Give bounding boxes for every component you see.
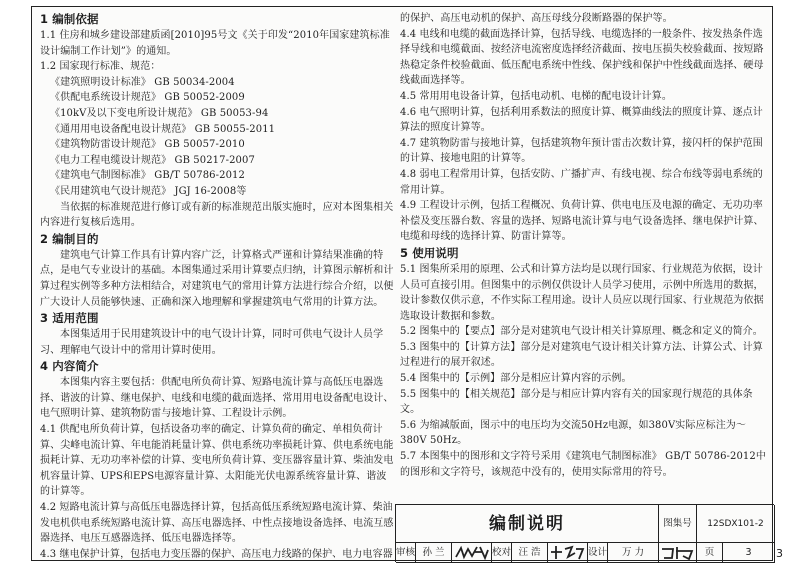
para-4-3-cont: 的保护、高压电动机的保护、高压母线分段断路器的保护等。 <box>400 13 673 24</box>
signature-scribble-icon <box>548 543 588 562</box>
standard-item: 《供配电系统设计规范》 GB 50052-2009 <box>50 92 245 104</box>
para-4-5: 4.5 常用用电设备计算，包括电动机、电梯的配电设计计算。 <box>400 90 672 102</box>
signature-scribble-icon <box>452 543 492 562</box>
check-signature <box>548 543 588 563</box>
standard-item: 《民用建筑电气设计规范》 JGJ 16-2008等 <box>50 185 247 197</box>
drawing-title: 编制说明 <box>396 505 659 543</box>
para-4-9: 4.9 工程设计示例，包括工程概况、负荷计算、供电电压及电源的确定、无功功率补偿及变压器台数、容量的选择、短路电流计算与电气设备选择、继电保护计算、电缆和母线的选择计算、防雷计算等。 <box>400 200 764 243</box>
para-4-1: 4.1 供配电所负荷计算，包括设备功率的确定、计算负荷的确定、单相负荷计算、尖峰电流计算、年电能消耗量计算、供电系统功率损耗计算、供电系统电能损耗计算、无功功率补偿的计算、变电所负荷计算、变压器容量计算、柴油发电机容量计算、UPS和EPS电源容量计算、太阳能光伏电源系统容量计算、谐波的计算等。 <box>40 424 394 498</box>
standard-item: 《建筑物防雷设计规范》 GB 50057-2010 <box>50 139 245 151</box>
para-4-intro: 本图集内容主要包括：供配电所负荷计算、短路电流计算与高低压电器选择、谐波的计算、继电保护、电线和电缆的截面选择、常用用电设备配电设计、电气照明计算、建筑物防雷与接地计算、工程设计示例。 <box>40 377 394 420</box>
para-5-7: 5.7 本图集中的图形和文字符号采用《建筑电气制图标准》 GB/T 50786-2012中的图形和文字符号，该规范中没有的，使用实际常用的符号。 <box>400 451 766 478</box>
standard-item: 《建筑照明设计标准》 GB 50034-2004 <box>50 76 235 88</box>
design-label: 设计 <box>588 543 608 563</box>
section-3-title: 3 适用范围 <box>40 311 99 326</box>
para-1-1: 1.1 住房和城乡建设部建质函[2010]95号文《关于印发“2010年国家建筑标准设计编制工作计划”》的通知。 <box>40 30 390 57</box>
check-name: 汪 浩 <box>512 543 548 563</box>
signature-scribble-icon <box>659 543 697 562</box>
para-5-6: 5.6 为缩减版面，图示中的电压均为交流50Hz电源，如380V实际应标注为～380V 50Hz。 <box>400 419 747 447</box>
para-5-5: 5.5 图集中的【相关规范】部分是与相应计算内容有关的国家现行规范的具体条文。 <box>400 388 753 416</box>
standard-item: 《通用用电设备配电设计规范》 GB 50055-2011 <box>50 123 276 135</box>
para-2-1: 建筑电气计算工作具有计算内容广泛，计算格式严谨和计算结果准确的特点，是电气专业设计的基础。本图集通过采用计算要点归纳，计算图示解析和计算过程实例等多种方法相结合，对建筑电气的常用计算方法进行综合介绍，以便广大设计人员能够快速、正确和深入地理解和掌握建筑电气常用的计算方法。 <box>40 249 394 308</box>
review-label: 审核 <box>396 543 416 563</box>
page-label: 页 <box>697 543 723 563</box>
sheet-page-number: 3 <box>723 543 775 563</box>
review-signature <box>452 543 492 563</box>
para-1-3: 当依据的标准规范进行修订或有新的标准规范出版实施时，应对本图集相关内容进行复核后选用。 <box>40 201 394 229</box>
signature-row <box>396 543 659 563</box>
para-5-1: 5.1 图集所采用的原理、公式和计算方法均是以现行国家、行业规范为依据，设计人员可直接引用。但图集中的示例仅供设计人员学习使用，示例中所选用的数据，设计参数仅供示意，不作实际工程用途。设计人员应以现行国家、行业规范为依据选取设计数据和参数。 <box>400 263 764 322</box>
section-1-title: 1 编制依据 <box>40 12 99 26</box>
para-1-2: 1.2 国家现行标准、规范： <box>40 61 161 73</box>
para-4-4: 4.4 电线和电缆的截面选择计算，包括导线、电缆选择的一般条件、按发热条件选择导线和电缆截面、按经济电流密度选择经济截面、按电压损失校验截面、按短路热稳定条件校验截面、低压配电系统中性线、保护线和保护中性线截面选择、硬母线截面选择等。 <box>400 28 764 87</box>
standard-item: 《10kV及以下变电所设计规范》 GB 50053-94 <box>50 107 269 119</box>
para-4-7: 4.7 建筑物防雷与接地计算，包括建筑物年预计雷击次数计算，接闪杆的保护范围的计算、接地电阻的计算等。 <box>400 137 763 165</box>
section-5-title: 5 使用说明 <box>400 245 459 260</box>
para-4-8: 4.8 弱电工程常用计算，包括安防、广播扩声、有线电视、综合布线等弱电系统的常用计算。 <box>400 168 763 196</box>
drawing-sheet <box>31 6 773 561</box>
para-4-6: 4.6 电气照明计算，包括利用系数法的照度计算、概算曲线法的照度计算、逐点计算法的照度计算等。 <box>400 106 763 134</box>
left-column <box>40 11 396 562</box>
title-block <box>395 504 774 562</box>
section-2-title: 2 编制目的 <box>40 231 99 246</box>
atlas-number: 12SDX101-2 <box>697 505 775 543</box>
para-5-2: 5.2 图集中的【要点】部分是对建筑电气设计相关计算原理、概念和定义的简介。 <box>400 326 763 338</box>
standard-item: 《建筑电气制图标准》 GB/T 50786-2012 <box>50 170 245 182</box>
page-number: 3 <box>776 547 783 560</box>
para-5-3: 5.3 图集中的【计算方法】部分是对建筑电气设计相关计算方法、计算公式、计算过程进行的展开叙述。 <box>400 341 763 369</box>
para-3-1: 本图集适用于民用建筑设计中的电气设计计算，同时可供电气设计人员学习、理解电气设计中的常用计算时使用。 <box>40 329 384 356</box>
section-4-title: 4 内容简介 <box>40 359 99 374</box>
right-column <box>400 11 766 480</box>
para-4-2: 4.2 短路电流计算与高低压电器选择计算，包括高低压系统短路电流计算、柴油发电机供电系统短路电流计算、高压电器选择、中性点接地设备选择、电流互感器选择、电压互感器选择、低压电器选择等。 <box>40 502 394 545</box>
para-5-4: 5.4 图集中的【示例】部分是相应计算内容的示例。 <box>400 373 632 385</box>
check-label: 校对 <box>492 543 512 563</box>
standard-item: 《电力工程电缆设计规范》 GB 50217-2007 <box>50 154 255 166</box>
atlas-number-label: 图集号 <box>659 505 697 543</box>
para-4-3: 4.3 继电保护计算，包括电力变压器的保护、高压电力线路的保护、电力电容器 <box>40 548 393 560</box>
review-name: 孙 兰 <box>416 543 452 563</box>
design-name: 万 力 <box>608 543 659 563</box>
design-signature <box>659 543 697 563</box>
